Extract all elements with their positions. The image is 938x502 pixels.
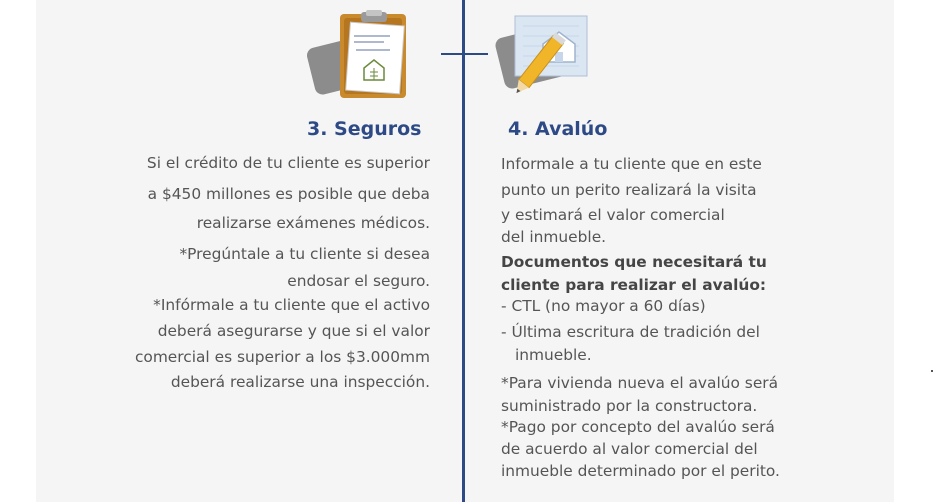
- avaluo-note-line: inmueble determinado por el perito.: [501, 462, 780, 480]
- seguros-line: *Infórmale a tu cliente que el activo: [153, 296, 430, 314]
- avaluo-intro-line: del inmueble.: [501, 228, 607, 246]
- avaluo-note-line: suministrado por la constructora.: [501, 397, 758, 415]
- seguros-line: realizarse exámenes médicos.: [196, 214, 430, 232]
- timeline-connector: [441, 53, 488, 55]
- document-item: - Última escritura de tradición del: [501, 323, 760, 341]
- seguros-line: deberá realizarse una inspección.: [170, 373, 430, 391]
- seguros-line: comercial es superior a los $3.000mm: [134, 348, 430, 366]
- document-item: - CTL (no mayor a 60 días): [501, 297, 706, 315]
- timeline-divider: [462, 0, 465, 502]
- seguros-line: Si el crédito de tu cliente es superior: [146, 154, 430, 172]
- clipboard-house-icon: [306, 10, 442, 100]
- edge-dot: [931, 370, 933, 372]
- document-item: inmueble.: [515, 346, 592, 364]
- seguros-line: endosar el seguro.: [287, 272, 430, 290]
- seguros-line: a $450 millones es posible que deba: [147, 185, 430, 203]
- documents-title: cliente para realizar el avalúo:: [501, 276, 767, 294]
- house-blueprint-pencil-icon: [493, 12, 623, 102]
- avaluo-heading: 4. Avalúo: [508, 118, 608, 140]
- avaluo-intro-line: y estimará el valor comercial: [501, 206, 725, 224]
- avaluo-note-line: *Para vivienda nueva el avalúo será: [501, 374, 779, 392]
- documents-title: Documentos que necesitará tu: [501, 253, 767, 271]
- avaluo-note-line: de acuerdo al valor comercial del: [501, 440, 758, 458]
- seguros-line: deberá asegurarse y que si el valor: [157, 322, 430, 340]
- avaluo-intro-line: Informale a tu cliente que en este: [501, 155, 762, 173]
- avaluo-intro-line: punto un perito realizará la visita: [501, 181, 757, 199]
- avaluo-note-line: *Pago por concepto del avalúo será: [501, 418, 775, 436]
- seguros-heading: 3. Seguros: [307, 118, 422, 140]
- seguros-line: *Pregúntale a tu cliente si desea: [179, 245, 430, 263]
